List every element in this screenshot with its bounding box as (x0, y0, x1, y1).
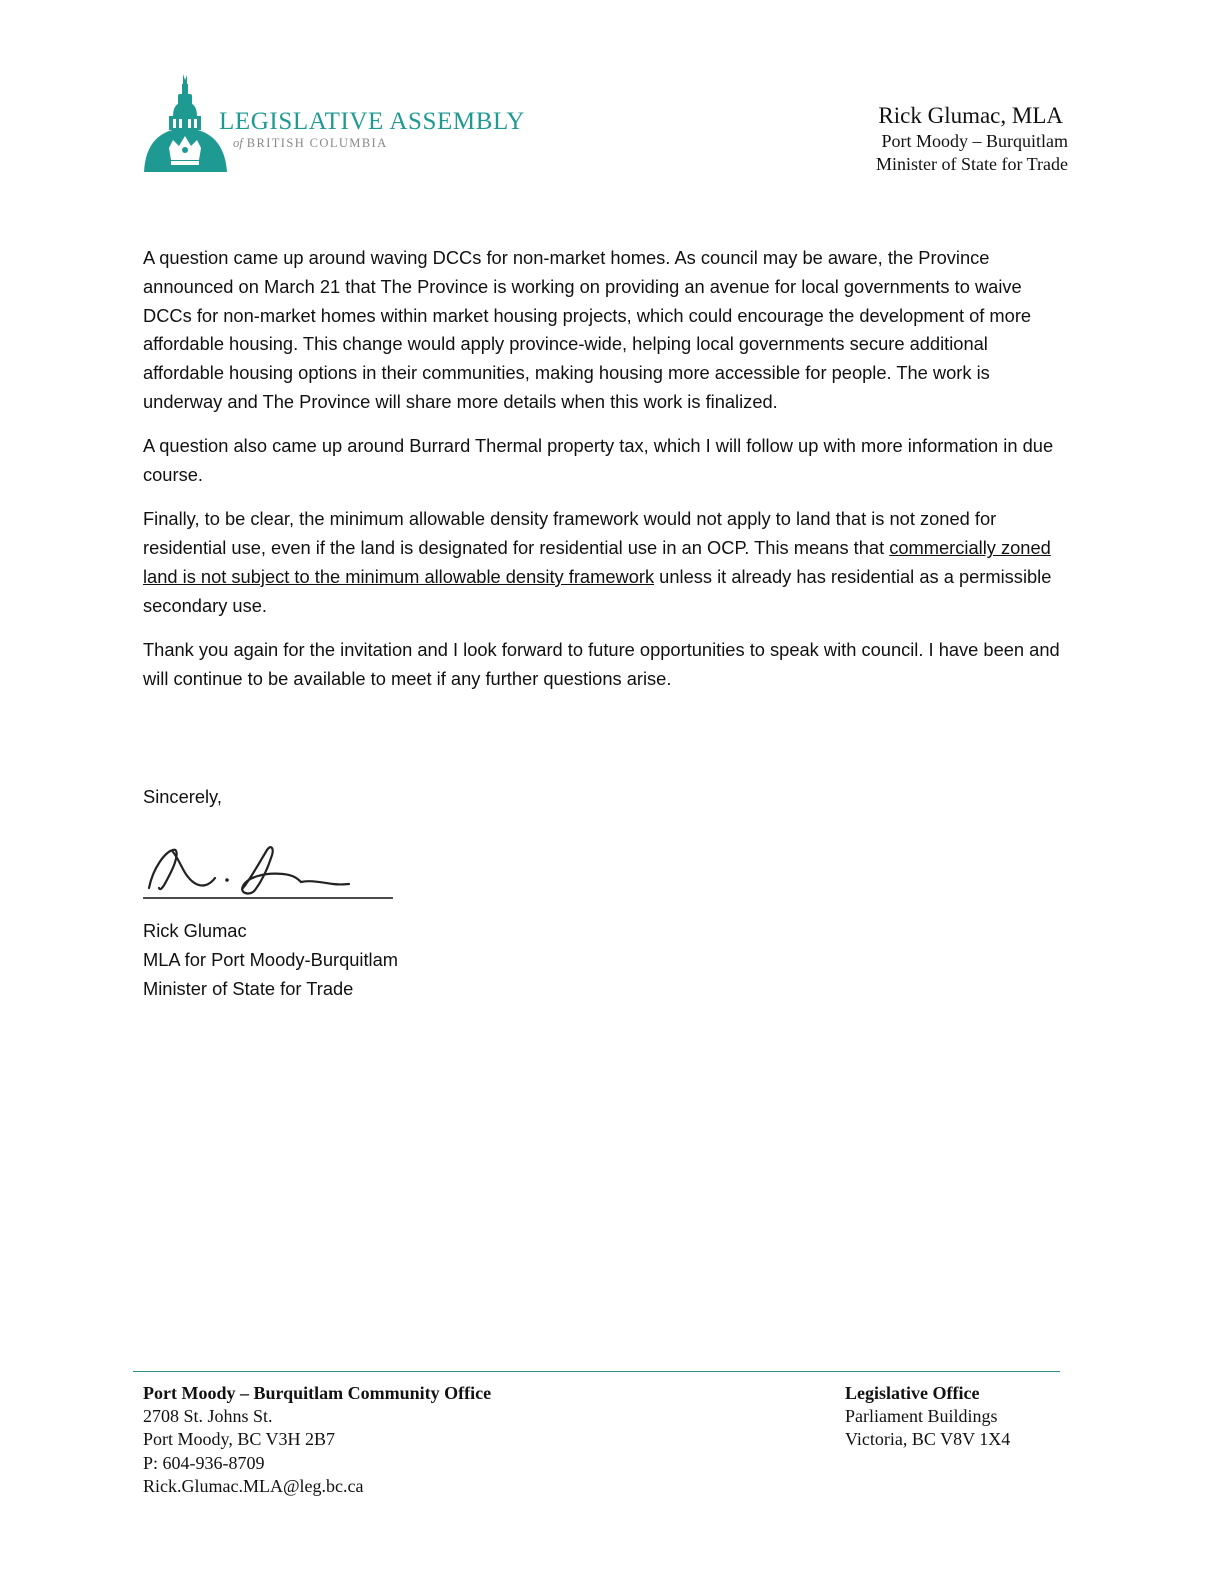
logo-subtitle: of BRITISH COLUMBIA (233, 136, 388, 150)
signer-title: MLA for Port Moody-Burquitlam (143, 949, 399, 970)
legislative-office-city: Victoria, BC V8V 1X4 (845, 1429, 1011, 1450)
sender-riding: Port Moody – Burquitlam (881, 131, 1068, 151)
community-office-address (143, 1382, 491, 1498)
signer-role: Minister of State for Trade (143, 978, 354, 999)
paragraph-dcc: A question came up around waving DCCs for non-market homes. As council may be aware, the Province announced on March 21 that The Province is working on providing an avenue for local governments to waive DCCs for non-market homes within market housing projects, which could encourage the development of more affordable housing. This change would apply province-wide, helping local governments secure additional affordable housing options in their communities, making housing more accessible for people. The work is underway and The Province will share more details when this work is finalized. (143, 247, 1032, 412)
letter-body (143, 244, 1073, 709)
logo-title: LEGISLATIVE ASSEMBLY (219, 108, 526, 135)
underlined-statement: commercially zoned land is not subject to the minimum allowable density framework (143, 537, 1051, 587)
legislative-office-address (845, 1382, 1010, 1452)
paragraph-density-framework: Finally, to be clear, the minimum allowable density framework would not apply to land that is not zoned for residential use, even if the land is designated for residential use in an OCP. This means that commercially zoned land is not subject to the minimum allowable density framework unless it already has residential as a permissible secondary use. (143, 508, 1052, 616)
sender-header (876, 102, 1068, 176)
sender-role: Minister of State for Trade (876, 154, 1068, 174)
handwritten-signature (143, 838, 395, 900)
legislative-assembly-logo (143, 72, 543, 176)
community-office-email: Rick.Glumac.MLA@leg.bc.ca (143, 1475, 364, 1496)
community-office-phone: P: 604-936-8709 (143, 1452, 265, 1473)
closing: Sincerely, (143, 786, 222, 807)
community-office-title: Port Moody – Burquitlam Community Office (143, 1383, 492, 1403)
sender-name: Rick Glumac, MLA (878, 103, 1063, 128)
community-office-street: 2708 St. Johns St. (143, 1406, 273, 1427)
community-office-city: Port Moody, BC V3H 2B7 (143, 1429, 336, 1450)
legislative-office-title: Legislative Office (845, 1383, 980, 1403)
paragraph-thanks: Thank you again for the invitation and I look forward to future opportunities to speak with council. I have been and will continue to be available to meet if any further questions arise. (143, 639, 1060, 689)
signature-block (143, 916, 398, 1003)
footer-divider (133, 1371, 1060, 1372)
paragraph-burrard-thermal: A question also came up around Burrard Thermal property tax, which I will follow up with more information in due course. (143, 435, 1054, 486)
signer-name: Rick Glumac (143, 920, 247, 941)
legislative-office-building: Parliament Buildings (845, 1406, 998, 1427)
